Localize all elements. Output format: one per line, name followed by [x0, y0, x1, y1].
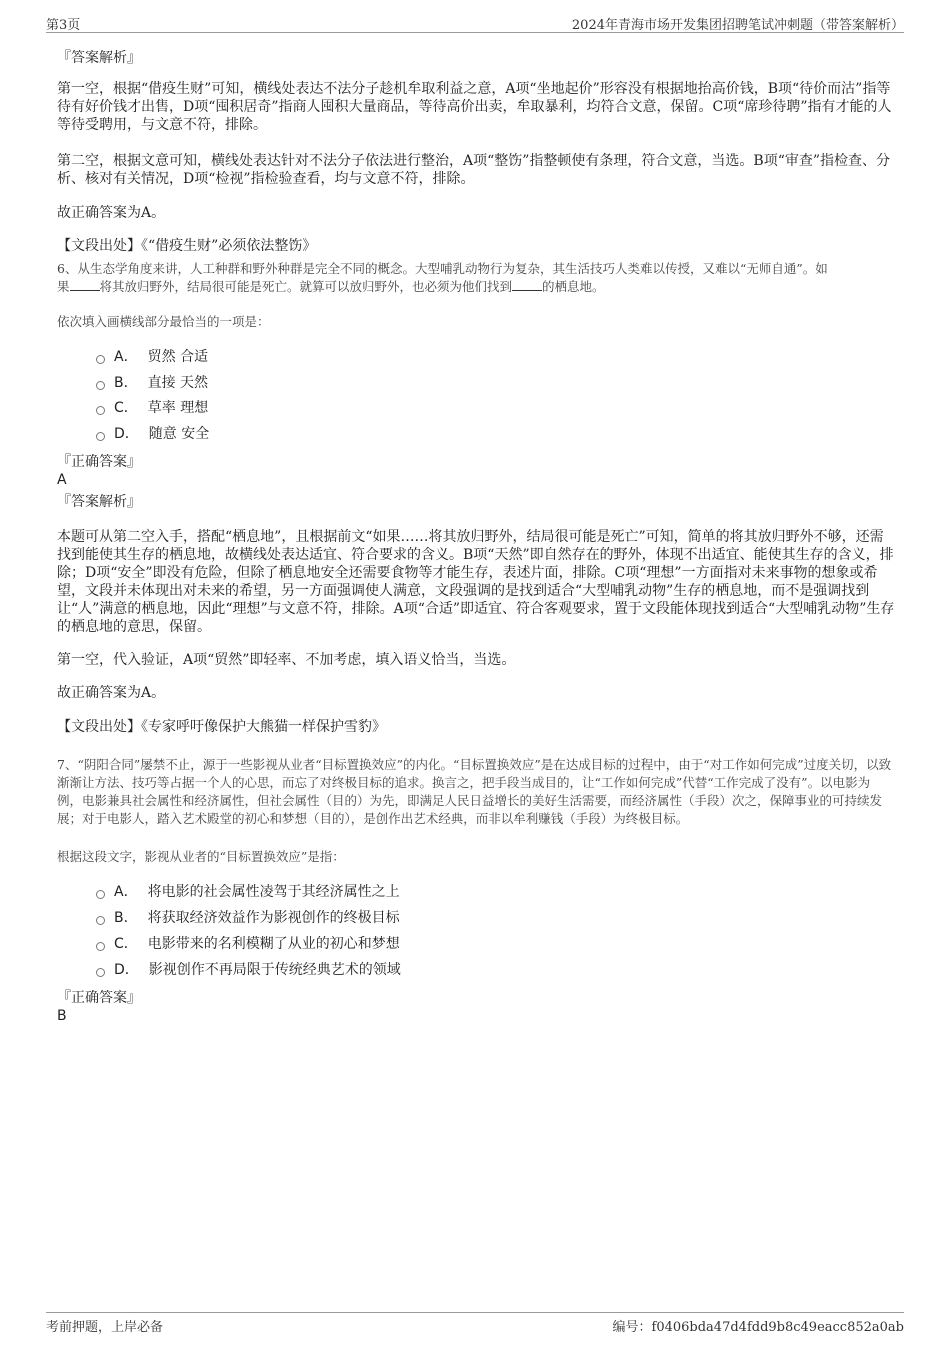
- q6-question-part3: 的栖息地。: [542, 279, 605, 294]
- radio-icon[interactable]: [96, 916, 105, 925]
- blank-line: [512, 278, 542, 291]
- q6-option-a[interactable]: A． 贸然 合适: [96, 348, 208, 366]
- blank-line: [70, 278, 100, 291]
- q7-question: 7、“阴阳合同”屡禁不止，源于一些影视从业者“目标置换效应”的内化。“目标置换效应”是在达成目标的过程中，由于“对工作如何完成”过度关切，以致渐渐让方法、技巧等占据一个人的心思，而忘了对终极目标的追求。换言之，把手段当成目的，让“工作如何完成”代替“工作完成了没有”。以电影为例，电影兼具社会属性和经济属性，但社会属性（目的）为先，即满足人民日益增长的美好生活需要，而经济属性（手段）次之，保障事业的可持续发展；对于电影人，踏入艺术殿堂的初心和梦想（目的），是创作出艺术经典，而非以牟利赚钱（手段）为终极目标。: [57, 757, 892, 826]
- q5-analysis-tag: 『答案解析』: [57, 50, 141, 66]
- q5-analysis-para1: 第一空，根据“借疫生财”可知，横线处表达不法分子趁机牟取利益之意，A项“坐地起价”形容没有根据地抬高价钱，B项“待价而沽”指等待有好价钱才出售，D项“囤积居奇”指商人囤积大量商品，等待高价出卖，牟取暴利，均符合文意，保留。C项“席珍待聘”指有才能的人等待受聘用，与文意不符，排除。: [57, 81, 892, 133]
- q7-correct-tag: 『正确答案』: [57, 990, 141, 1006]
- q6-question-part2: 将其放归野外，结局很可能是死亡。就算可以放归野外，也必须为他们找到: [99, 279, 513, 294]
- page-footer: [46, 1312, 904, 1337]
- q6-prompt: 依次填入画横线部分最恰当的一项是：: [57, 314, 270, 329]
- q5-source: 【文段出处】《“借疫生财”必须依法整饬》: [57, 238, 317, 254]
- q6-question-part1: 果: [57, 279, 70, 294]
- radio-icon[interactable]: [96, 968, 105, 977]
- radio-icon[interactable]: [96, 406, 105, 415]
- q7-option-c[interactable]: C． 电影带来的名利模糊了从业的初心和梦想: [96, 935, 400, 953]
- page-number: 第3页: [46, 18, 81, 33]
- document-id: 编号：f0406bda47d4fdd9b8c49eacc852a0ab: [612, 1320, 904, 1335]
- footer-slogan: 考前押题，上岸必备: [46, 1320, 164, 1335]
- q7-option-b[interactable]: B． 将获取经济效益作为影视创作的终极目标: [96, 909, 400, 927]
- q6-correct-tag: 『正确答案』: [57, 454, 141, 470]
- q7-option-d[interactable]: D． 影视创作不再局限于传统经典艺术的领域: [96, 961, 401, 979]
- q5-conclusion: 故正确答案为A。: [57, 205, 166, 221]
- q7-option-a[interactable]: A． 将电影的社会属性凌驾于其经济属性之上: [96, 883, 400, 901]
- radio-icon[interactable]: [96, 942, 105, 951]
- q6-analysis-para2: 第一空，代入验证，A项“贸然”即轻率、不加考虑，填入语义恰当，当选。: [57, 652, 516, 668]
- q6-correct-answer: A: [57, 472, 67, 488]
- q6-option-b[interactable]: B． 直接 天然: [96, 374, 208, 392]
- q6-analysis-para1: 本题可从第二空入手，搭配“栖息地”，且根据前文“如果……将其放归野外，结局很可能是死亡”可知，简单的将其放归野外不够，还需找到能使其生存的栖息地，故横线处表达适宜、符合要求的含义。B项“天然”即自然存在的野外，体现不出适宜、能使其生存的含义，排除；D项“安全”即没有危险，但除了栖息地安全还需要食物等才能生存，表述片面，排除。C项“理想”一方面指对未来事物的想象或希望，文段并未体现出对未来的希望，另一方面强调使人满意，文段强调的是找到适合“大型哺乳动物”生存的栖息地，而不是强调找到让“人”满意的栖息地，因此“理想”与文意不符，排除。A项“合适”即适宜、符合客观要求，置于文段能体现找到适合“大型哺乳动物”生存的栖息地的意思，保留。: [57, 529, 895, 635]
- q6-option-c[interactable]: C． 草率 理想: [96, 399, 208, 417]
- q7-prompt: 根据这段文字，影视从业者的“目标置换效应”是指：: [57, 849, 345, 864]
- q6-question-line1: 6、从生态学角度来讲，人工种群和野外种群是完全不同的概念。大型哺乳动物行为复杂，其生活技巧人类难以传授，又难以“无师自通”。如: [57, 261, 828, 276]
- q6-conclusion: 故正确答案为A。: [57, 685, 166, 701]
- document-title: 2024年青海市场开发集团招聘笔试冲刺题（带答案解析）: [571, 18, 904, 33]
- radio-icon[interactable]: [96, 432, 105, 441]
- q5-analysis-para2: 第二空，根据文意可知，横线处表达针对不法分子依法进行整治，A项“整饬”指整顿使有条理，符合文意，当选。B项“审查”指检查、分析、核对有关情况，D项“检视”指检验查看，均与文意不符，排除。: [57, 153, 891, 187]
- q6-analysis-tag: 『答案解析』: [57, 494, 141, 510]
- radio-icon[interactable]: [96, 890, 105, 899]
- radio-icon[interactable]: [96, 355, 105, 364]
- q6-source: 【文段出处】《专家呼吁像保护大熊猫一样保护雪豹》: [57, 719, 386, 735]
- radio-icon[interactable]: [96, 381, 105, 390]
- q6-question: [57, 260, 895, 296]
- page-header: [46, 14, 904, 33]
- q6-option-d[interactable]: D． 随意 安全: [96, 425, 209, 443]
- q7-correct-answer: B: [57, 1008, 67, 1024]
